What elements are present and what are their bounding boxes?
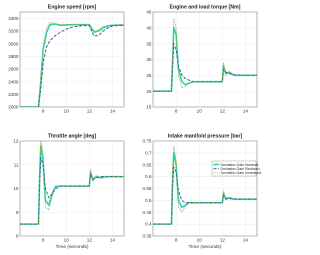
- x-tick-label: 10: [196, 108, 202, 114]
- x-tick-label: 12: [86, 237, 92, 243]
- y-tick-label: 0.65: [142, 162, 152, 168]
- y-tick-label: 30: [146, 57, 152, 63]
- y-tick-label: 2000: [8, 104, 19, 110]
- y-tick-label: 20: [146, 88, 152, 94]
- x-tick-label: 8: [174, 237, 178, 243]
- x-tick-label: 10: [196, 237, 202, 243]
- y-tick-label: 3400: [8, 15, 19, 21]
- x-tick-label: 14: [242, 237, 249, 243]
- subplot-title: Engine speed [rpm]: [47, 4, 97, 11]
- y-tick-label: 0.5: [145, 197, 152, 203]
- x-tick-label: 14: [109, 108, 116, 114]
- y-tick-label: 35: [146, 41, 152, 47]
- legend-label: Deviation Gain Increased: [220, 171, 261, 176]
- x-axis-label: Time (seconds): [55, 245, 89, 250]
- x-tick-label: 10: [63, 237, 69, 243]
- x-tick-label: 8: [174, 108, 178, 114]
- legend-label: Deviation Gain Reduced: [220, 167, 260, 171]
- subplot-title: Engine and load torque [Nm]: [169, 4, 241, 11]
- y-tick-label: 0.4: [145, 221, 152, 227]
- y-tick-label: 0.6: [145, 174, 152, 180]
- x-tick-label: 12: [219, 108, 225, 114]
- y-tick-label: 2400: [8, 79, 19, 85]
- y-tick-label: 45: [146, 9, 152, 15]
- x-tick-label: 8: [41, 108, 45, 114]
- y-tick-label: 8: [15, 233, 19, 239]
- y-tick-label: 0.7: [145, 150, 152, 156]
- y-tick-label: 10: [13, 186, 19, 192]
- y-tick-label: 11: [13, 162, 19, 168]
- subplot-2: [146, 5, 257, 114]
- y-tick-label: 2200: [8, 91, 19, 97]
- y-tick-label: 0.45: [142, 209, 152, 215]
- y-tick-label: 2800: [8, 53, 19, 59]
- y-tick-label: 12: [13, 138, 19, 144]
- y-tick-label: 0.35: [142, 233, 152, 239]
- x-tick-label: 8: [41, 237, 45, 243]
- y-tick-label: 40: [146, 25, 152, 31]
- legend: [212, 161, 261, 176]
- y-tick-label: 3200: [8, 28, 19, 34]
- y-tick-label: 25: [146, 72, 152, 78]
- y-tick-label: 15: [146, 104, 152, 110]
- y-tick-label: 2600: [8, 66, 19, 72]
- x-axis-label: Time (seconds): [188, 245, 222, 250]
- subplot-1: [8, 5, 124, 114]
- x-tick-label: 10: [63, 108, 69, 114]
- x-tick-label: 12: [86, 108, 92, 114]
- legend-label: Deviation Gain Nominal: [220, 162, 259, 167]
- x-tick-label: 12: [219, 237, 225, 243]
- y-tick-label: 0.55: [142, 186, 152, 192]
- subplot-4: [143, 134, 261, 251]
- y-tick-label: 0.75: [142, 138, 152, 144]
- y-tick-label: 3000: [8, 41, 19, 47]
- x-tick-label: 14: [109, 237, 116, 243]
- subplot-3: [13, 134, 124, 251]
- y-tick-label: 9: [15, 209, 19, 215]
- subplot-title: Throttle angle [deg]: [47, 133, 97, 140]
- subplot-title: Intake manifold pressure [bar]: [167, 133, 243, 140]
- x-tick-label: 14: [242, 108, 249, 114]
